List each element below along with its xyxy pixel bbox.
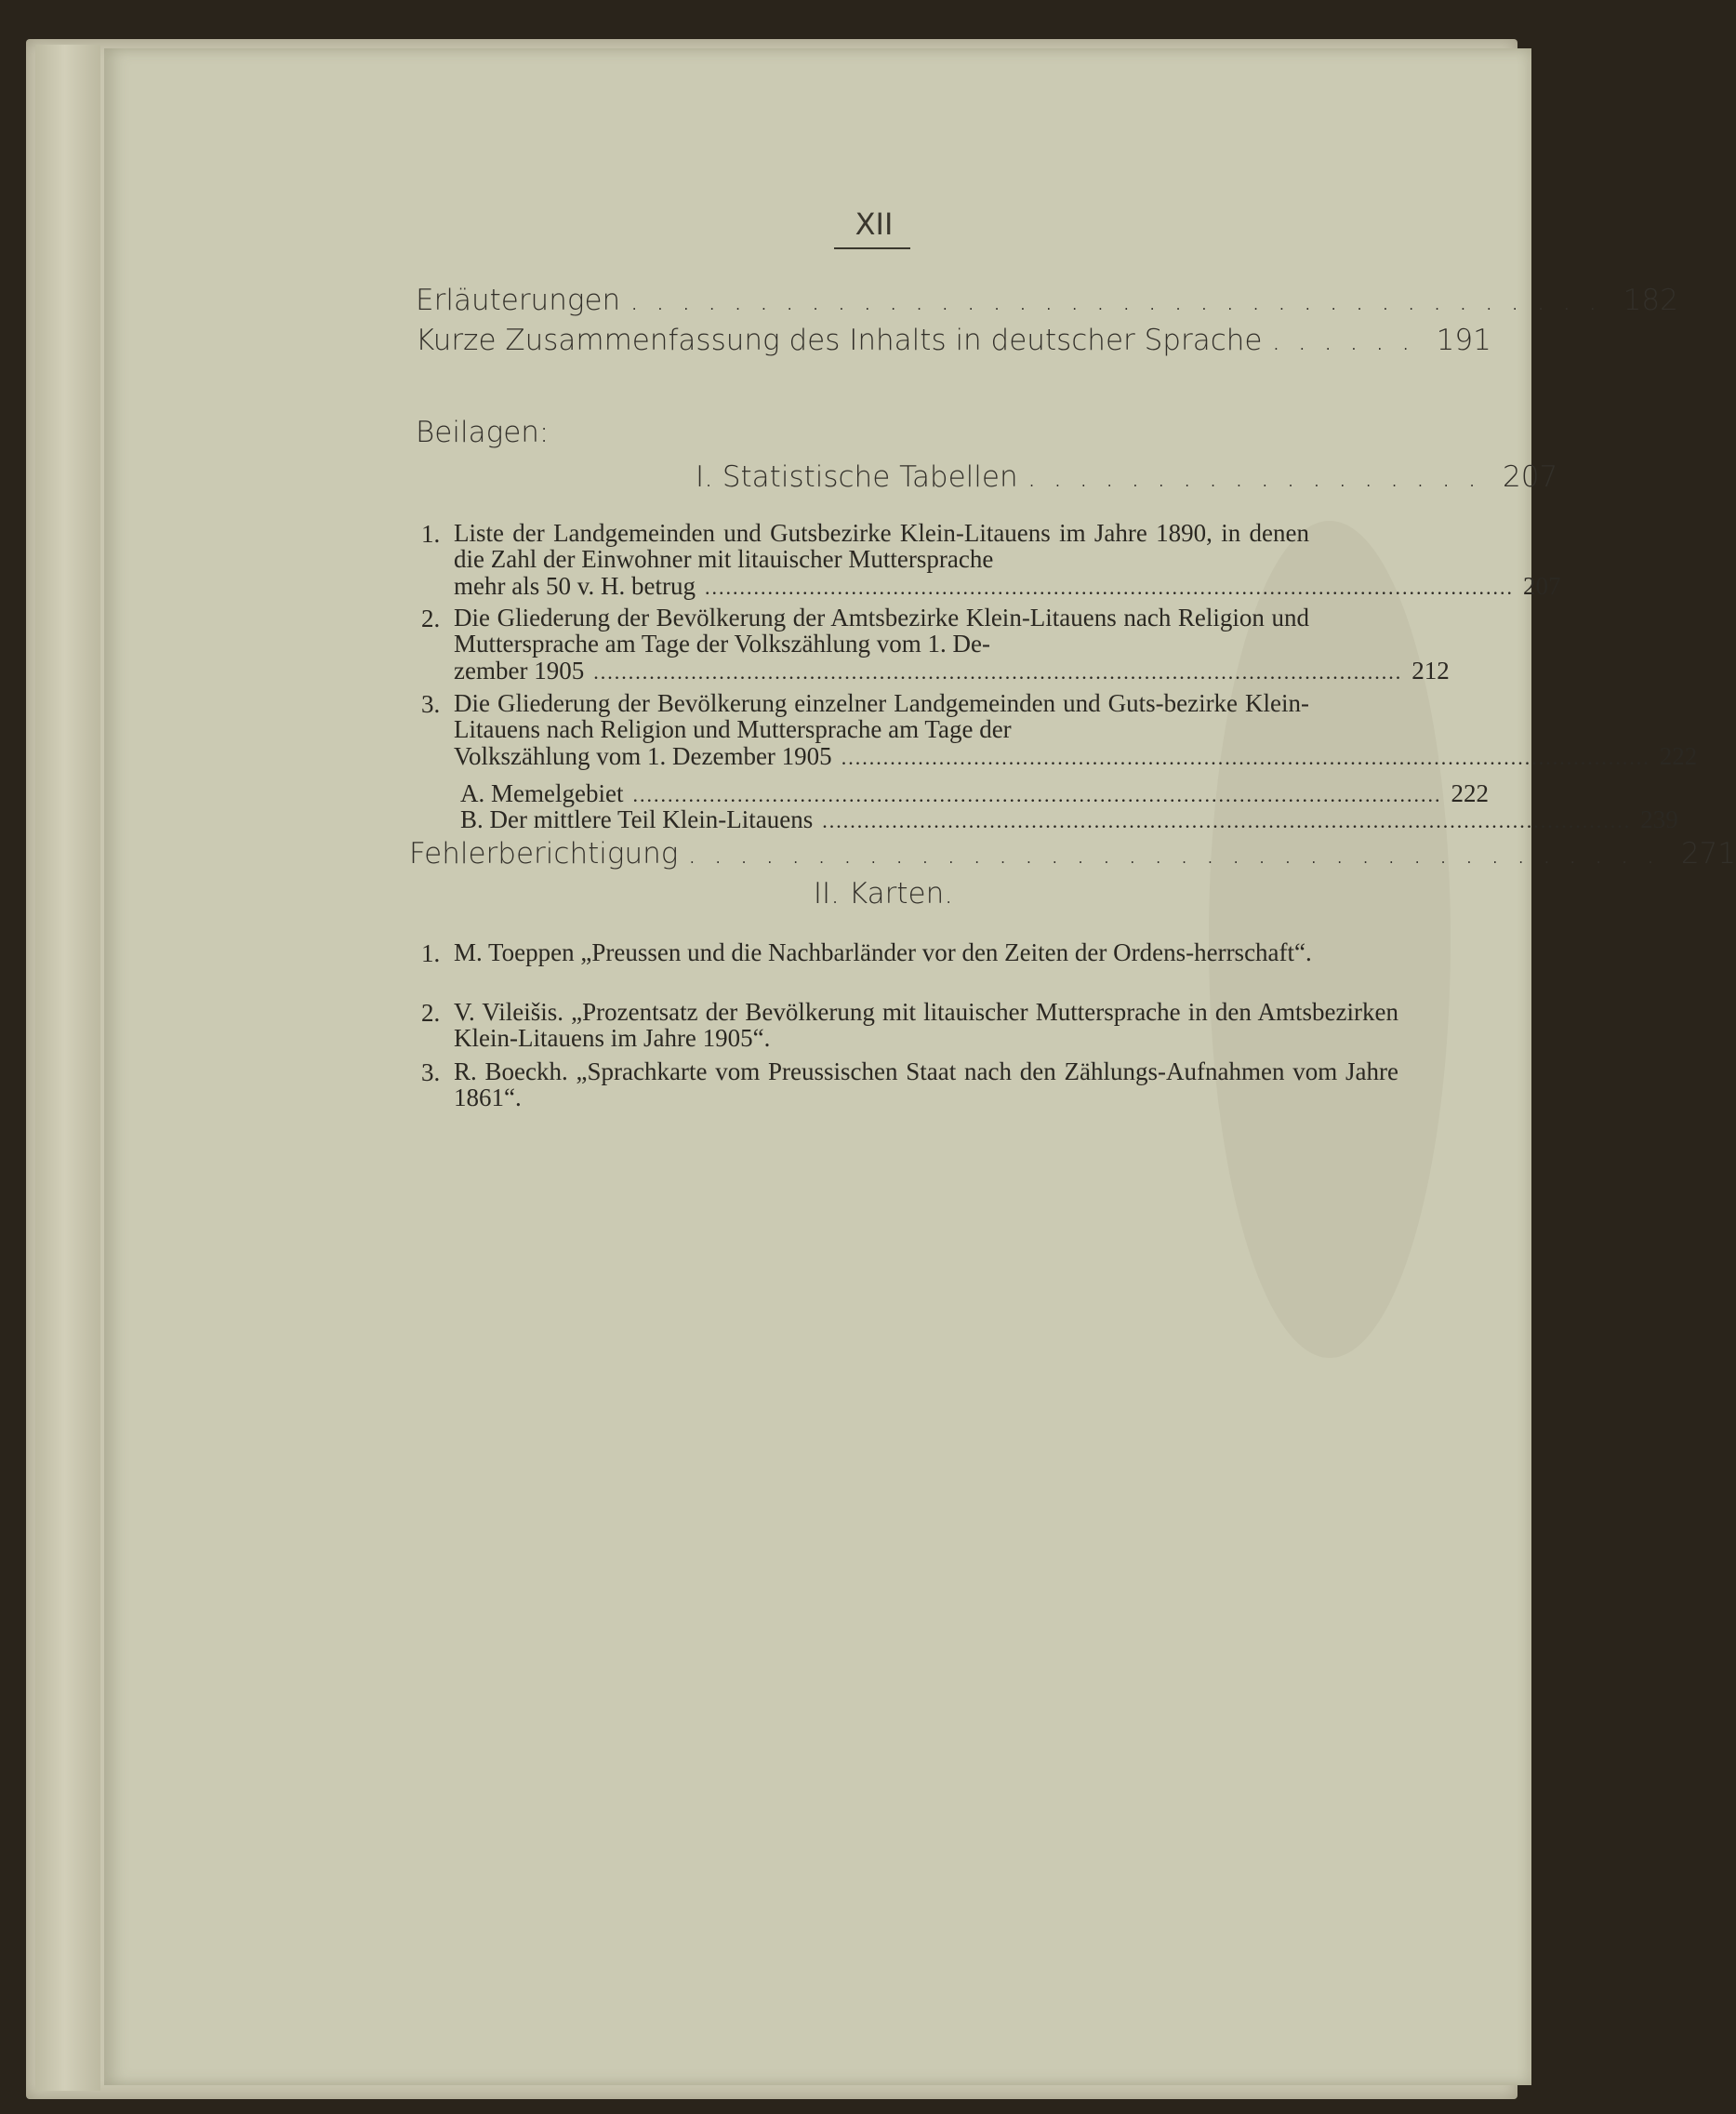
beilagen-heading: Beilagen: (416, 416, 550, 449)
toc-entry-label: Erläuterungen (416, 284, 621, 317)
leader-dots: .................................................................................................................... (822, 809, 1632, 832)
book-spine (35, 45, 100, 2091)
leader-dots: ...................................... (629, 284, 1614, 317)
list-item-last-line (454, 657, 1450, 685)
errata-label: Fehlerberichtigung (409, 837, 679, 871)
map-entry-text: M. Toeppen „Preussen und die Nachbarländer vor den Zeiten der Ordens-herrschaft“. (454, 938, 1312, 966)
section-page: 207 (1503, 460, 1558, 494)
leader-dots: .................................................................................................................... (704, 576, 1514, 599)
leader-dots: .................................................................................................................... (632, 783, 1442, 806)
leader-dots: ...... (1271, 324, 1427, 357)
leader-dots: .................................................................................................................... (593, 660, 1403, 684)
leader-dots: ...................................... (687, 837, 1672, 871)
list-number: 3. (421, 1058, 441, 1086)
toc-entry-page: 191 (1436, 324, 1491, 357)
list-number: 1. (421, 939, 441, 967)
list-item-text: Liste der Landgemeinden und Gutsbezirke Klein-Litauens im Jahre 1890, in denen die Zahl der Einwohner mit litauischer Muttersprache (454, 519, 1309, 573)
page-number-underline (834, 247, 910, 249)
sub-entry (460, 805, 1678, 834)
list-item-text-end: zember 1905 (454, 657, 585, 685)
list-number: 2. (421, 999, 441, 1027)
toc-entry (416, 324, 1491, 357)
sub-entry-page: 222 (1451, 779, 1489, 807)
list-item-last-line (454, 742, 1698, 771)
leader-dots: .................. (1027, 460, 1494, 494)
errata-entry (409, 837, 1736, 871)
toc-entry-label: Kurze Zusammenfassung des Inhalts in deutscher Sprache (416, 324, 1263, 357)
list-number: 3. (421, 690, 441, 718)
sub-entry-label: A. Memelgebiet (460, 779, 624, 807)
sub-entry-label: B. Der mittlere Teil Klein-Litauens (460, 805, 814, 833)
list-item-page: 207 (1522, 572, 1561, 600)
list-item-last-line (454, 572, 1561, 601)
errata-page: 271 (1680, 837, 1736, 871)
list-item-page: 212 (1411, 657, 1450, 685)
list-item-text-end: Volkszählung vom 1. Dezember 1905 (454, 742, 832, 770)
map-entry-text: R. Boeckh. „Sprachkarte vom Preussischen Staat nach den Zählungs-Aufnahmen vom Jahre 1861“. (454, 1057, 1398, 1111)
section-heading-maps: II. Karten. (813, 877, 954, 911)
toc-entry-page: 182 (1623, 284, 1678, 317)
list-number: 1. (421, 520, 441, 548)
sub-entry-page: 239 (1640, 805, 1678, 833)
sub-entry (460, 779, 1489, 808)
list-item-text-end: mehr als 50 v. H. betrug (454, 572, 696, 600)
section-title: I. Statistische Tabellen (696, 460, 1018, 494)
section-heading-tables (696, 460, 1558, 494)
list-number: 2. (421, 605, 441, 632)
list-item-text: Die Gliederung der Bevölkerung einzelner Landgemeinden und Guts-bezirke Klein-Litauens nach Religion und Muttersprache am Tage der (454, 689, 1309, 743)
page-number: XII (855, 206, 894, 242)
map-entry-text: V. Vileišis. „Prozentsatz der Bevölkerung mit litauischer Muttersprache in den Amtsbezirken Klein-Litauens im Jahre 1905“. (454, 998, 1398, 1052)
toc-entry (416, 284, 1678, 317)
list-item-text: Die Gliederung der Bevölkerung der Amtsbezirke Klein-Litauens nach Religion und Muttersprache am Tage der Volkszählung vom 1. De- (454, 604, 1309, 658)
list-item-page: 222 (1659, 742, 1698, 770)
leader-dots: .................................................................................................................... (841, 746, 1650, 769)
